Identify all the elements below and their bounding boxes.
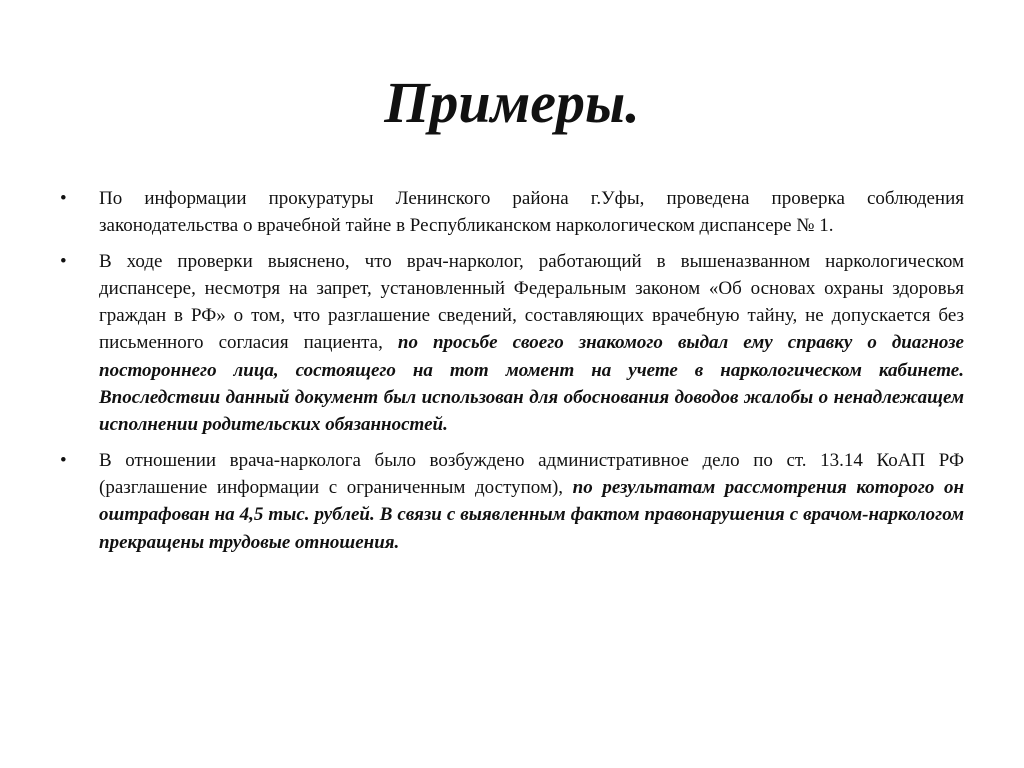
bullet-text: В отношении врача-нарколога было возбуждено административное дело по ст. 13.14 КоАП РФ (разглашение информации с ограниченным доступом),: [99, 449, 964, 498]
bullet-marker-icon: •: [60, 449, 67, 471]
bullet-item-1: [60, 185, 964, 240]
bullet-item-2: [60, 248, 964, 439]
bullet-text: В ходе проверки выяснено, что врач-нарколог, работающий в вышеназванном наркологическом диспансере, несмотря на запрет, установленный Федеральным законом «Об основах охраны здоровья граждан в РФ» о том, что разглашение сведений, составляющих врачебную тайну, не допускается без письменного согласия пациента,: [99, 250, 964, 354]
bullet-item-3: [60, 447, 964, 556]
bullet-text: По информации прокуратуры Ленинского района г.Уфы, проведена проверка соблюдения законодательства о врачебной тайне в Республиканском наркологическом диспансере № 1.: [99, 188, 964, 237]
bullet-list: [60, 185, 964, 564]
bullet-marker-icon: •: [60, 250, 67, 272]
slide-title: Примеры.: [384, 70, 640, 135]
bullet-emphasis-text: по результатам рассмотрения которого он оштрафован на 4,5 тыс. рублей. В связи с выявленным фактом правонарушения с врачом-наркологом прекращены трудовые отношения.: [99, 476, 964, 553]
bullet-emphasis-text: по просьбе своего знакомого выдал ему справку о диагнозе постороннего лица, состоящего на тот момент на учете в наркологическом кабинете. Впоследствии данный документ был использован для обоснования доводов жалобы о ненадлежащем исполнении родительских обязанностей.: [99, 332, 964, 436]
bullet-marker-icon: •: [60, 188, 67, 209]
